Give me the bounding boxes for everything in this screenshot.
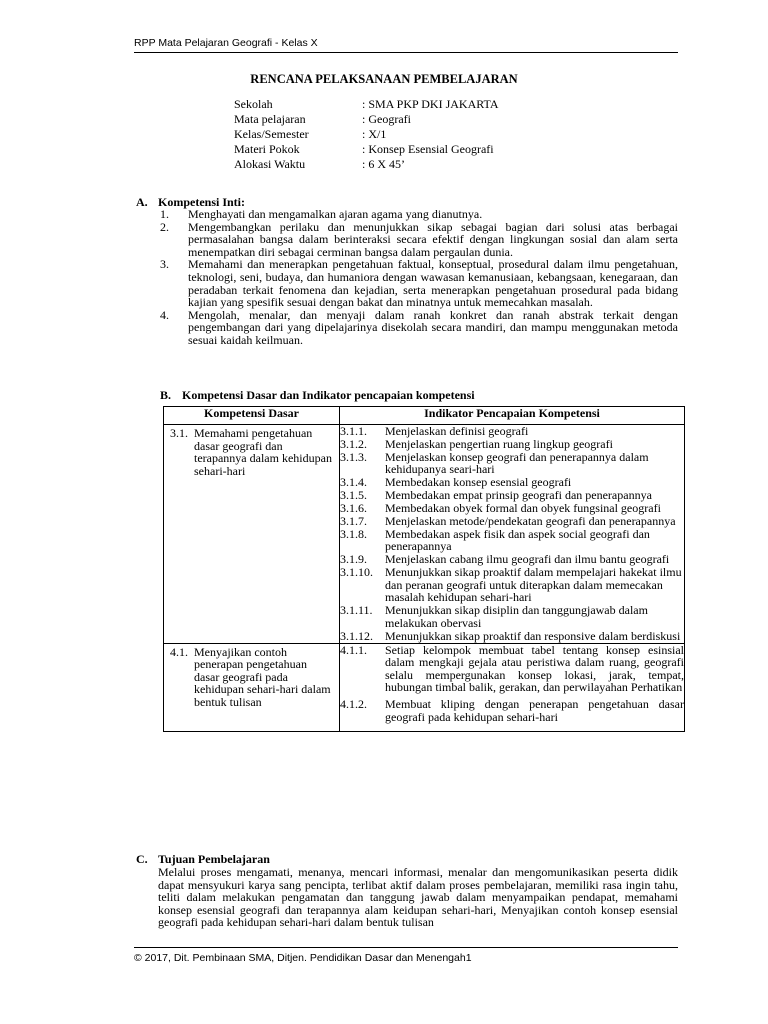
- indicator-text: Membedakan obyek formal dan obyek fungsinal geografi: [385, 501, 661, 516]
- item-text: Mengolah, menalar, dan menyaji dalam ranah konkret dan ranah abstrak terkait dengan pengembangan dari yang dipelajarinya disekolah secara mandiri, dan mampu menggunakan metoda sesuai kaidah keilmuan.: [188, 307, 678, 347]
- section-c-heading: [136, 853, 270, 866]
- indicator-number: 3.1.6.: [340, 501, 367, 516]
- item-number: 3.: [160, 257, 169, 272]
- indicator-item: [340, 502, 684, 515]
- indicator-text: Menjelaskan metode/pendekatan geografi dan penerapannya: [385, 513, 676, 528]
- info-value: : 6 X 45’: [362, 157, 405, 171]
- indicator-number: 3.1.5.: [340, 488, 367, 503]
- page-footer: [134, 952, 472, 964]
- column-header: Kompetensi Dasar: [164, 407, 340, 425]
- section-marker: B.: [160, 388, 172, 402]
- table-row: [164, 425, 685, 644]
- kd-number: 3.1.: [170, 426, 188, 440]
- list-item: [160, 208, 678, 221]
- page-header: RPP Mata Pelajaran Geografi - Kelas X: [134, 37, 318, 49]
- indicator-item: [340, 515, 684, 528]
- indicator-item: [340, 553, 684, 566]
- indicator-text: Menjelaskan pengertian ruang lingkup geografi: [385, 436, 613, 451]
- indicator-number: 4.1.2.: [340, 697, 367, 712]
- indicator-number: 3.1.9.: [340, 552, 367, 567]
- indicator-number: 3.1.3.: [340, 449, 367, 464]
- document-title: RENCANA PELAKSANAAN PEMBELAJARAN: [250, 72, 518, 86]
- item-text: Menghayati dan mengamalkan ajaran agama yang dianutnya.: [188, 207, 483, 221]
- kd-cell: [164, 644, 339, 709]
- item-text: Memahami dan menerapkan pengetahuan faktual, konseptual, prosedural dalam ilmu pengetahuan, teknologi, seni, budaya, dan humaniora dengan wawasan kemanusiaan, kebangsaan, kenegaraan, dan peradaban terkait fenomena dan kejadian, serta menerapkan pengetahuan prosedural pada bidang kajian yang spesifik sesuai dengan bakat dan minatnya untuk memecahkan masalah.: [188, 257, 678, 310]
- indicator-number: 4.1.1.: [340, 642, 367, 657]
- indicator-text: Menunjukkan sikap disiplin dan tanggungjawab dalam melakukan obervasi: [385, 603, 648, 630]
- info-value: : X/1: [362, 127, 387, 141]
- info-row-school: [234, 98, 499, 113]
- kd-text: Memahami pengetahuan dasar geografi dan terapannya dalam kehidupan sehari-hari: [194, 426, 332, 478]
- table-header-row: [164, 407, 685, 425]
- info-label: Mata pelajaran: [234, 112, 306, 126]
- indicator-text: Menjelaskan definisi geografi: [385, 424, 529, 438]
- info-label: Alokasi Waktu: [234, 157, 306, 171]
- info-row-class: [234, 128, 499, 143]
- indicator-item: [340, 489, 684, 502]
- item-number: 2.: [160, 219, 169, 234]
- indicator-text: Setiap kelompok membuat tabel tentang konsep esinsial dalam mengkaji gejala atau peristiwa dalam ruang, geografi selalu mempergunakan konsep lokasi, jarak, tempat, hubungan timbal balik, gerakan, dan perwilayahan Perhatikan: [385, 642, 684, 695]
- indicator-text: Membedakan konsep esensial geografi: [385, 475, 572, 490]
- section-b-heading: [160, 389, 475, 402]
- indicator-number: 3.1.7.: [340, 513, 367, 528]
- item-number: 4.: [160, 307, 169, 322]
- info-value: : Geografi: [362, 112, 411, 126]
- page-number: 1: [465, 952, 472, 964]
- indicator-text: Menunjukkan sikap proaktif dan responsive dalam berdiskusi: [385, 628, 681, 643]
- info-label: Materi Pokok: [234, 142, 300, 156]
- indicator-item: [340, 528, 684, 553]
- info-row-subject: [234, 113, 499, 128]
- indicator-number: 3.1.11.: [340, 603, 373, 618]
- info-value: : Konsep Esensial Geografi: [362, 142, 494, 156]
- section-marker: C.: [136, 852, 148, 866]
- section-title: Kompetensi Inti:: [158, 195, 245, 209]
- indicator-number: 3.1.10.: [340, 565, 373, 580]
- section-title: Kompetensi Dasar dan Indikator pencapaian kompetensi: [182, 388, 475, 402]
- indicator-cell: [340, 643, 685, 732]
- column-header: Indikator Pencapaian Kompetensi: [340, 407, 685, 425]
- identity-block: [234, 98, 499, 173]
- kd-number: 4.1.: [170, 644, 188, 659]
- indicator-text: Menjelaskan konsep geografi dan penerapannya dalam kehidupanya seari-hari: [385, 449, 649, 477]
- indicator-text: Membedakan empat prinsip geografi dan penerapannya: [385, 488, 652, 503]
- indicator-cell: [340, 425, 685, 644]
- competence-table: [163, 406, 685, 732]
- indicator-number: 3.1.2.: [340, 436, 367, 451]
- info-label: Kelas/Semester: [234, 127, 309, 141]
- list-item: [160, 309, 678, 347]
- kd-text: Menyajikan contoh penerapan pengetahuan dasar geografi pada kehidupan sehari-hari dalam bentuk tulisan: [194, 644, 331, 710]
- section-marker: A.: [136, 195, 148, 209]
- indicator-item: [340, 451, 684, 476]
- footer-rule: [134, 947, 678, 948]
- header-rule: [134, 52, 678, 53]
- indicator-number: 3.1.4.: [340, 475, 367, 490]
- indicator-number: 3.1.1.: [340, 424, 367, 438]
- indicator-item: [340, 604, 684, 629]
- learning-objectives-text: Melalui proses mengamati, menanya, mencari informasi, menalar dan mengomunikasikan peserta didik dapat mensyukuri karya sang pencipta, terlibat aktif dalam proses pembelajaran, memiliki rasa ingin tahu, teliti dalam melakukan pengamatan dan tanggung jawab dalam menyampaikan pendapat, memahami konsep esensial geografi dan terapannya alam keidupan sehari-hari, Menyajikan contoh konsep esensial geografi pada kehidupan sehari-hari dalam bentuk tulisan: [158, 865, 678, 930]
- indicator-item: [340, 644, 684, 694]
- info-label: Sekolah: [234, 97, 273, 111]
- indicator-number: 3.1.12.: [340, 628, 373, 643]
- indicator-text: Membuat kliping dengan penerapan pengetahuan dasar geografi pada kehidupan sehari-hari: [385, 697, 684, 724]
- info-row-time: [234, 158, 499, 173]
- indicator-item: [340, 425, 684, 438]
- info-value: : SMA PKP DKI JAKARTA: [362, 97, 499, 111]
- list-item: [160, 258, 678, 308]
- indicator-text: Membedakan aspek fisik dan aspek social geografi dan penerapannya: [385, 526, 650, 554]
- indicator-item: [340, 566, 684, 604]
- item-number: 1.: [160, 207, 169, 221]
- footer-copyright: © 2017, Dit. Pembinaan SMA, Ditjen. Pendidikan Dasar dan Menengah: [134, 952, 466, 964]
- indicator-item: [340, 438, 684, 451]
- kd-cell: [164, 425, 339, 477]
- indicator-number: 3.1.8.: [340, 526, 367, 541]
- indicator-item: [340, 476, 684, 489]
- indicator-text: Menunjukkan sikap proaktif dalam mempelajari hakekat ilmu dan peranan geografi untuk diterapkan dalam memecakan masalah kehidupan sehari-hari: [385, 565, 682, 605]
- list-item: [160, 221, 678, 259]
- core-competence-list: [160, 208, 678, 347]
- info-row-topic: [234, 143, 499, 158]
- indicator-text: Menjelaskan cabang ilmu geografi dan ilmu bantu geografi: [385, 552, 670, 567]
- item-text: Mengembangkan perilaku dan menunjukkan sikap sebagai bagian dari solusi atas berbagai permasalahan bangsa dalam berinteraksi secara efektif dengan lingkungan sosial dan alam serta menempatkan diri sebagai cerminan bangsa dalam pergaulan dunia.: [188, 219, 678, 259]
- section-title: Tujuan Pembelajaran: [158, 852, 270, 866]
- indicator-item: [340, 698, 684, 723]
- table-row: [164, 643, 685, 732]
- indicator-item: [340, 630, 684, 643]
